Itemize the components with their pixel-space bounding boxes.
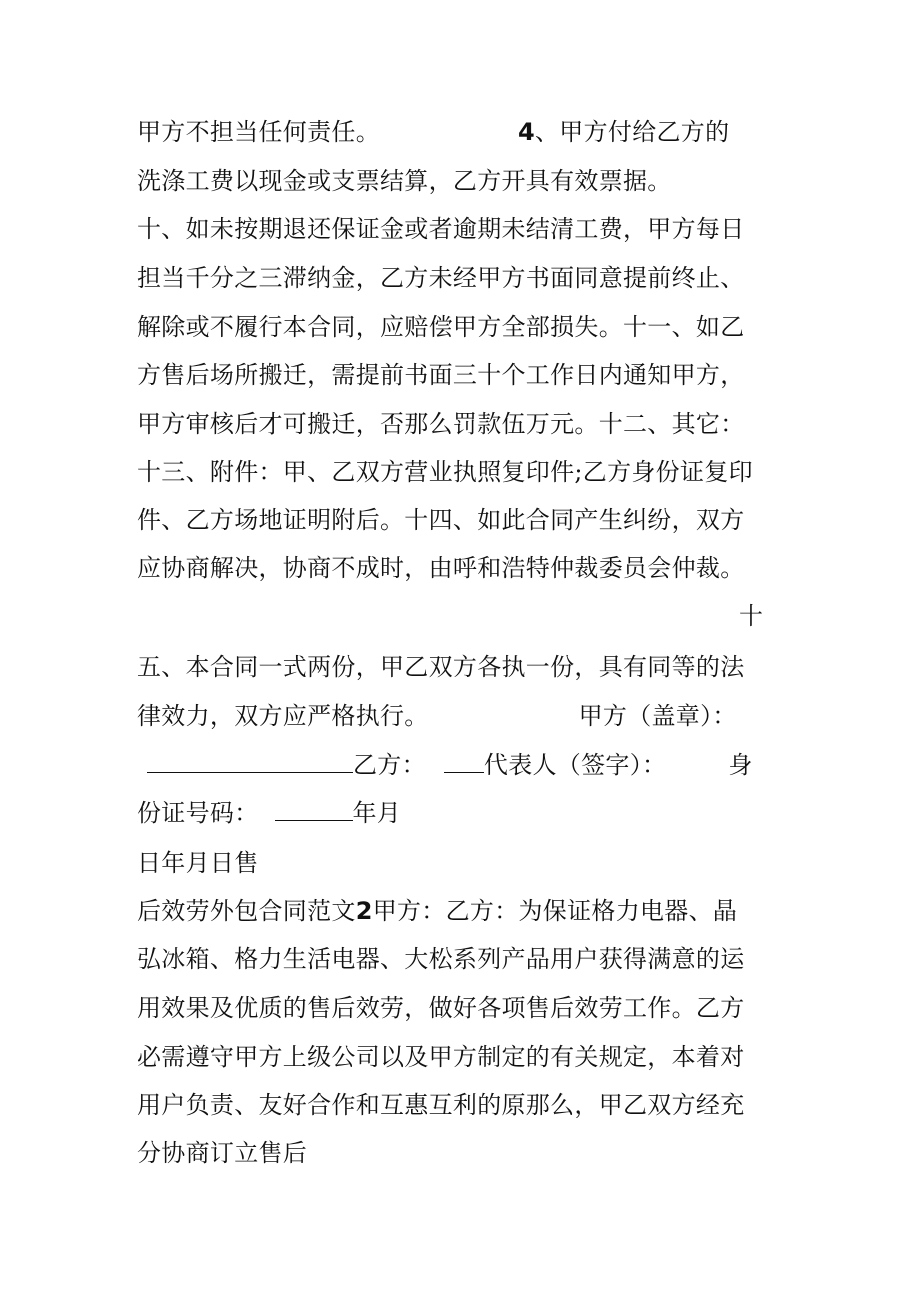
- text-line-2: 洗涤工费以现金或支票结算，乙方开具有效票据。: [137, 167, 672, 195]
- text-line-8: 十三、附件：甲、乙双方营业执照复印件;乙方身份证复印: [137, 458, 753, 486]
- text-line-7: 甲方审核后才可搬迁，否那么罚款伍万元。十二、其它：: [137, 410, 745, 438]
- item-number: 2: [355, 897, 373, 925]
- text-line-9: 件、乙方场地证明附后。十四、如此合同产生纠纷，双方: [137, 506, 745, 534]
- text-line-21: 用户负责、友好合作和互惠互利的原那么，甲乙双方经充: [137, 1091, 745, 1119]
- text-line-20: 必需遵守甲方上级公司以及甲方制定的有关规定，本着对: [137, 1043, 745, 1071]
- text-segment: 后效劳外包合同范文: [137, 897, 356, 925]
- representative-label: 代表人（签字）：: [483, 751, 667, 779]
- text-line-13: [137, 701, 737, 731]
- party-b-label: 乙方：: [353, 751, 426, 779]
- id-number-label: 份证号码：: [137, 799, 259, 827]
- text-segment: 律效力，双方应严格执行。: [137, 702, 429, 730]
- party-a-seal-blank: [147, 750, 353, 773]
- text-line-12: 五、本合同一式两份，甲乙双方各执一份，具有同等的法: [137, 653, 745, 681]
- text-segment: 甲方不担当任何责任。: [137, 118, 380, 146]
- text-line-22: 分协商订立售后: [137, 1139, 308, 1167]
- party-b-blank: [444, 750, 484, 773]
- text-line-17: [137, 896, 737, 926]
- text-line-1: [137, 117, 729, 147]
- party-a-seal-label: 甲方（盖章）：: [578, 702, 737, 730]
- text-segment: 身: [728, 751, 753, 779]
- text-line-4: 担当千分之三滞纳金，乙方未经甲方书面同意提前终止、: [137, 264, 745, 292]
- id-number-blank: [275, 798, 353, 821]
- text-line-18: 弘冰箱、格力生活电器、大松系列产品用户获得满意的运: [137, 945, 745, 973]
- text-line-3: 十、如未按期退还保证金或者逾期未结清工费，甲方每日: [137, 215, 745, 243]
- text-line-19: 用效果及优质的售后效劳，做好各项售后效劳工作。乙方: [137, 994, 745, 1022]
- item-number: 4: [518, 118, 535, 146]
- text-line-6: 方售后场所搬迁，需提前书面三十个工作日内通知甲方，: [137, 361, 745, 389]
- text-line-14: [147, 750, 753, 780]
- text-line-10: 应协商解决，协商不成时，由呼和浩特仲裁委员会仲裁。: [137, 554, 745, 582]
- text-line-11: 十: [739, 602, 764, 630]
- text-line-5: 解除或不履行本合同，应赔偿甲方全部损失。十一、如乙: [137, 313, 745, 341]
- date-label: 年月: [352, 799, 402, 827]
- text-line-16: 日年月日售: [137, 849, 259, 877]
- text-segment: 、甲方付给乙方的: [535, 118, 730, 146]
- text-line-15: [137, 798, 401, 828]
- text-segment: 甲方：乙方：为保证格力电器、晶: [372, 897, 738, 925]
